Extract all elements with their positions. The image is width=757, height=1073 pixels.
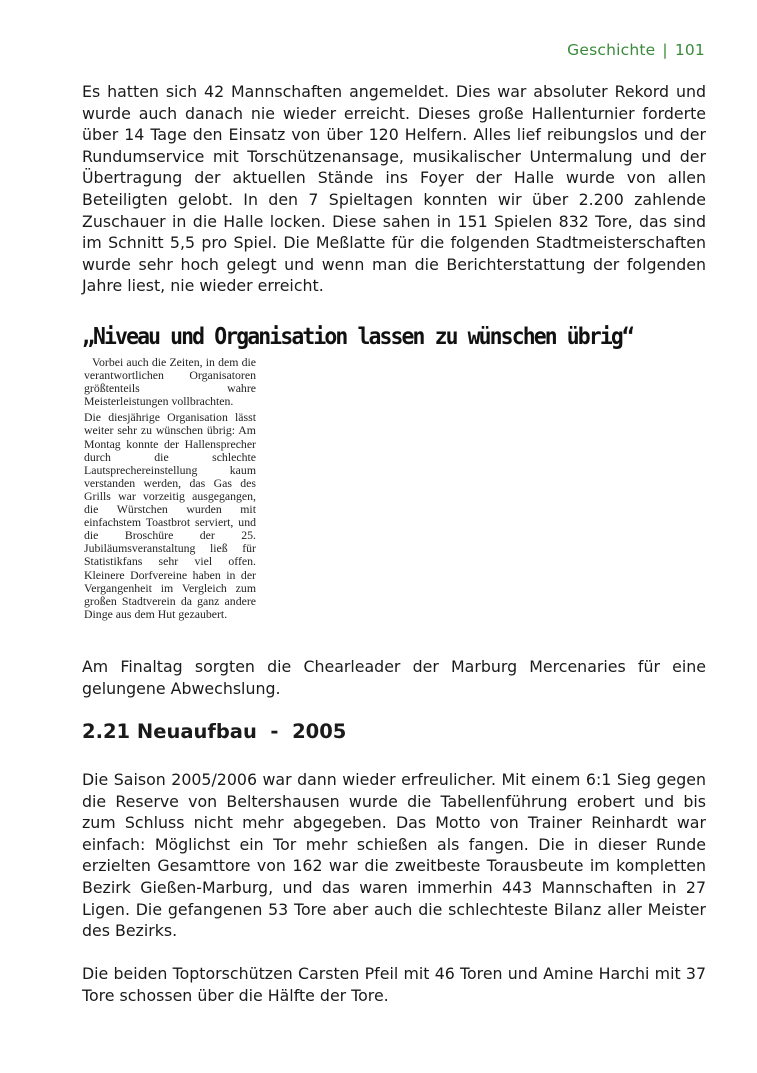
running-head-separator: | [662, 41, 668, 59]
newspaper-clipping [82, 324, 682, 634]
body-paragraph-tournament: Es hatten sich 42 Mannschaften angemeldet. Dies war absoluter Rekord und wurde auch danach nie wieder erreicht. Dieses große Hallenturnier forderte über 14 Tage den Einsatz von über 120 Helfern. Alles lief reibungslos und der Rundumservice mit Torschützenansage, musikalischer Untermalung und der Übertragung der aktuellen Stände ins Foyer der Halle wurde von allen Beteiligten gelobt. In den 7 Spieltagen konnten wir über 2.200 zahlende Zuschauer in die Halle locken. Diese sahen in 151 Spielen 832 Tore, das sind im Schnitt 5,5 pro Spiel. Die Meßlatte für die folgenden Stadtmeisterschaften wurde sehr hoch gelegt und wenn man die Berichterstattung der folgenden Jahre liest, nie wieder erreicht. [82, 82, 706, 296]
body-paragraph-finaltag: Am Finaltag sorgten die Chearleader der Marburg Mercenaries für eine gelungene Abwechslung. [82, 657, 706, 698]
clipping-paragraph-1: Vorbei auch die Zeiten, in dem die verantwortlichen Organisatoren größtenteils wahre Meisterleistungen vollbrachten. [84, 355, 256, 409]
running-head [567, 41, 705, 59]
body-paragraph-top-scorers: Die beiden Toptorschützen Carsten Pfeil mit 46 Toren und Amine Harchi mit 37 Tore schossen über die Hälfte der Tore. [82, 964, 706, 1005]
clipping-headline: „Niveau und Organisation lassen zu wünschen übrig“ [82, 324, 633, 350]
page-number: 101 [674, 41, 705, 59]
body-paragraph-season: Die Saison 2005/2006 war dann wieder erfreulicher. Mit einem 6:1 Sieg gegen die Reserve von Beltershausen wurde die Tabellenführung erobert und bis zum Schluss nicht mehr abgegeben. Das Motto von Trainer Reinhardt war einfach: Möglichst ein Tor mehr schießen als fangen. Die in dieser Runde erzielten Gesamttore von 162 war die zweitbeste Torausbeute im kompletten Bezirk Gießen-Marburg, und das waren immerhin 443 Mannschaften in 27 Ligen. Die gefangenen 53 Tore aber auch die schlechteste Bilanz aller Meister des Bezirks. [82, 770, 706, 941]
section-heading: 2.21 Neuaufbau - 2005 [82, 720, 347, 743]
clipping-column [84, 356, 256, 624]
running-head-section: Geschichte [567, 41, 656, 59]
clipping-paragraph-2: Die diesjährige Organisation lässt weiter sehr zu wünschen übrig: Am Montag konnte der Hallensprecher durch die schlechte Lautsprechereinstellung kaum verstanden werden, das Gas des Grills war vorzeitig ausgegangen, die Würstchen wurden mit einfachstem Toastbrot serviert, und die Broschüre der 25. Jubiläumsveranstaltung ließ für Statistikfans sehr viel offen. Kleinere Dorfvereine haben in der Vergangenheit im Vergleich zum großen Stadtverein da ganz andere Dinge aus dem Hut gezaubert. [84, 410, 256, 621]
